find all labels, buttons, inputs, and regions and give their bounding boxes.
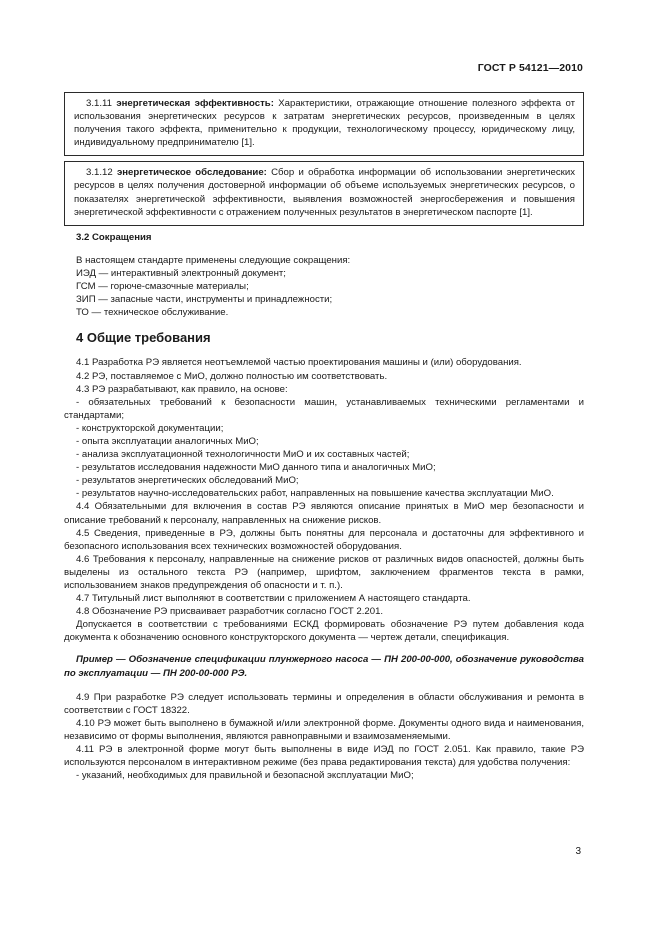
clause-4-9: 4.9 При разработке РЭ следует использовать термины и определения в области обслуживания и ремонта в соответствии с ГОСТ 18322. [64,691,584,716]
example-label: Пример [76,654,113,666]
list-item: - результатов исследования надежности МиО данного типа и аналогичных МиО; [76,462,436,474]
clause-4-10: 4.10 РЭ может быть выполнено в бумажной и/или электронной форме. Документы одного вида и наименования, независимо от формы выполнения, являются равноправными и взаимозаменяемыми. [64,717,584,742]
example-paragraph [64,653,584,679]
list-item: - указаний, необходимых для правильной и безопасной эксплуатации МиО; [76,770,414,782]
subsection-title-abbreviations: 3.2 Сокращения [76,231,152,243]
clause-4-8: 4.8 Обозначение РЭ присваивает разработчик согласно ГОСТ 2.201. [76,606,384,618]
definition-term: энергетическое обследование: [116,167,267,179]
list-item: - результатов научно-исследовательских работ, направленных на повышение качества эксплуатации МиО. [76,488,554,500]
definition-paragraph [74,166,575,218]
definition-paragraph [74,97,575,149]
example-text: — Обозначение спецификации плунжерного насоса — ПН 200-00-000, обозначение руководства по эксплуатации — ПН 200-00-000 РЭ. [64,654,584,679]
definition-number: 3.1.11 [86,98,112,109]
clause-4-8-note: Допускается в соответствии с требованиями ЕСКД формировать обозначение РЭ путем добавления кода документа к обозначению основного конструкторского документа — чертеж детали, спецификация. [64,619,584,644]
clause-4-2: 4.2 РЭ, поставляемое с МиО, должно полностью им соответствовать. [76,370,388,382]
definition-box-3-1-12 [64,161,584,225]
list-item: - результатов энергетических обследований МиО; [76,475,299,487]
clause-4-5: 4.5 Сведения, приведенные в РЭ, должны быть понятны для персонала и достаточны для эффективного и безопасного использования всех технических возможностей оборудования. [64,527,584,552]
clause-4-3: 4.3 РЭ разрабатывают, как правило, на основе: [76,383,288,395]
abbreviations-intro: В настоящем стандарте применены следующие сокращения: [76,254,351,266]
abbreviation-item: ИЭД — интерактивный электронный документ; [76,267,286,279]
list-item: - конструкторской документации; [76,422,224,434]
page-content [64,92,584,782]
clause-4-1: 4.1 Разработка РЭ является неотъемлемой частью проектирования машины и (или) оборудования. [76,357,522,369]
section-title-general-requirements: 4 Общие требования [76,330,211,346]
list-item: - опыта эксплуатации аналогичных МиО; [76,435,259,447]
standard-header: ГОСТ Р 54121—2010 [477,62,583,74]
definition-number: 3.1.12 [86,167,113,179]
abbreviation-item: ЗИП — запасные части, инструменты и принадлежности; [76,294,333,306]
page-number: 3 [575,846,581,857]
list-item: - обязательных требований к безопасности машин, устанавливаемых техническими регламентами и стандартами; [64,396,584,421]
clause-4-11: 4.11 РЭ в электронной форме могут быть выполнены в виде ИЭД по ГОСТ 2.051. Как правило, такие РЭ используются персоналом в интерактивном режиме (без права редактирования текста) для удобства получения: [64,744,584,769]
abbreviation-item: ТО — техническое обслуживание. [76,307,229,319]
list-item: - анализа эксплуатационной технологичности МиО и их составных частей; [76,449,410,461]
clause-4-6: 4.6 Требования к персоналу, направленные на снижение рисков от различных видов опасностей, должны быть выделены из остального текста РЭ (например, шрифтом, заключением фрагментов текста в рамки, использованием знаков предупреждения об опасности и т. п.). [64,553,584,591]
definition-box-3-1-11 [64,92,584,156]
clause-4-4: 4.4 Обязательными для включения в состав РЭ являются описание принятых в МиО мер безопасности и описание требований к персоналу, направленных на снижение рисков. [64,501,584,526]
definition-text: Сбор и обработка информации об использовании энергетических ресурсов в целях получения достоверной информации об объеме используемых энергетических ресурсов, о показателях энергетической эффективности, выявления возможностей энергосбережения и повышения энергетической эффективности с отражением полученных результатов в энергетическом паспорте [1]. [74,167,576,218]
clause-4-7: 4.7 Титульный лист выполняют в соответствии с приложением А настоящего стандарта. [76,593,471,605]
definition-term: энергетическая эффективность: [116,98,274,109]
abbreviation-item: ГСМ — горюче-смазочные материалы; [76,281,249,293]
definition-text: Характеристики, отражающие отношение полезного эффекта от использования энергетических ресурсов к затратам энергетических ресурсов, произведенным в целях получения такого эффекта, применительно к продукции, технологическому процессу, юридическому лицу, индивидуальному предпринимателю [1]. [74,98,575,149]
